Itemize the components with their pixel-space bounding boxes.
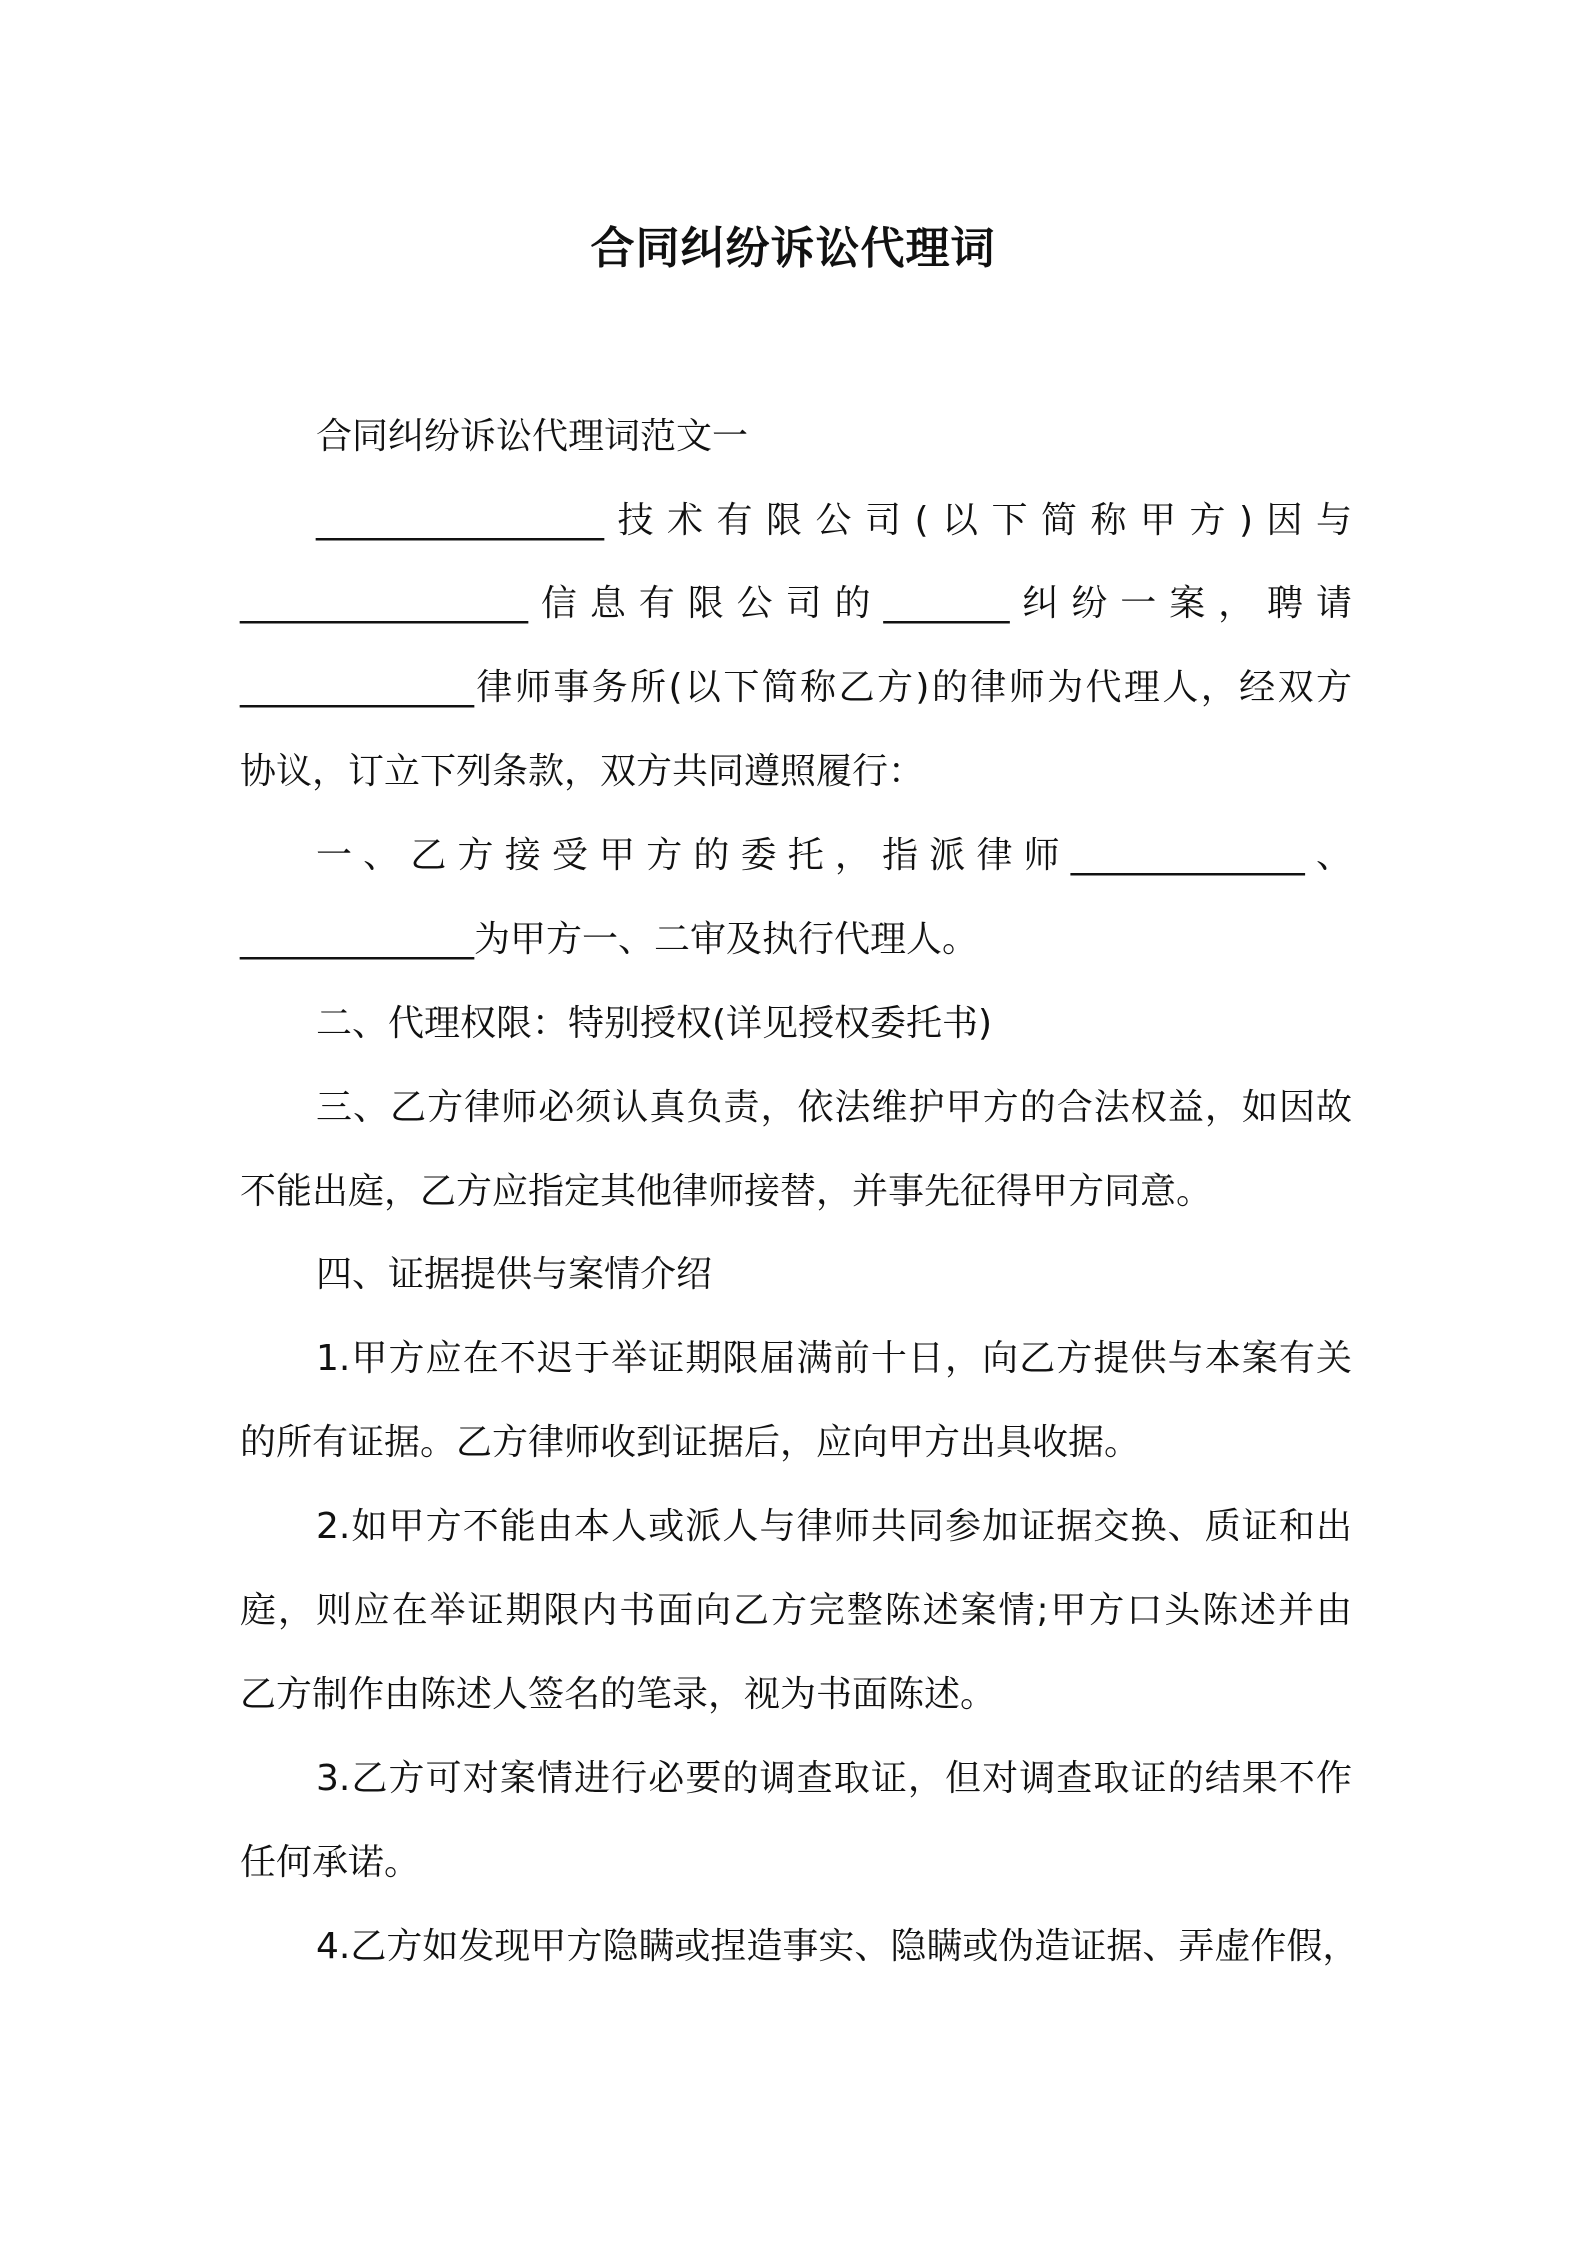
paragraph-line: ________________技术有限公司(以下简称甲方)因与 <box>316 500 1352 541</box>
paragraph-line: 2.如甲方不能由本人或派人与律师共同参加证据交换、质证和出 <box>316 1506 1352 1547</box>
paragraph-line: 一、乙方接受甲方的委托，指派律师_____________、 <box>316 835 1352 876</box>
paragraph-line: 三、乙方律师必须认真负责，依法维护甲方的合法权益，如因故 <box>316 1087 1352 1128</box>
paragraph-line: 4.乙方如发现甲方隐瞒或捏造事实、隐瞒或伪造证据、弄虚作假， <box>316 1926 1359 1967</box>
paragraph-line: 二、代理权限：特别授权(详见授权委托书) <box>316 1003 993 1044</box>
paragraph-line: 3.乙方可对案情进行必要的调查取证，但对调查取证的结果不作 <box>316 1758 1352 1799</box>
document-title: 合同纠纷诉讼代理词 <box>590 223 996 274</box>
paragraph-line: 任何承诺。 <box>240 1842 421 1883</box>
paragraph-line: ________________信息有限公司的_______纠纷一案，聘请 <box>240 583 1352 624</box>
paragraph-line: 协议，订立下列条款，双方共同遵照履行： <box>240 751 925 792</box>
paragraph-line: 不能出庭，乙方应指定其他律师接替，并事先征得甲方同意。 <box>240 1171 1213 1212</box>
paragraph-line: 的所有证据。乙方律师收到证据后，应向甲方出具收据。 <box>240 1422 1141 1463</box>
paragraph-line: 四、证据提供与案情介绍 <box>316 1254 713 1295</box>
paragraph-line: 乙方制作由陈述人签名的笔录，视为书面陈述。 <box>240 1674 997 1715</box>
paragraph-line: _____________律师事务所(以下简称乙方)的律师为代理人，经双方 <box>240 667 1352 708</box>
paragraph-line: _____________为甲方一、二审及执行代理人。 <box>240 919 979 960</box>
section-heading: 合同纠纷诉讼代理词范文一 <box>316 416 749 457</box>
paragraph-line: 1.甲方应在不迟于举证期限届满前十日，向乙方提供与本案有关 <box>316 1338 1352 1379</box>
paragraph-line: 庭，则应在举证期限内书面向乙方完整陈述案情;甲方口头陈述并由 <box>240 1590 1352 1631</box>
